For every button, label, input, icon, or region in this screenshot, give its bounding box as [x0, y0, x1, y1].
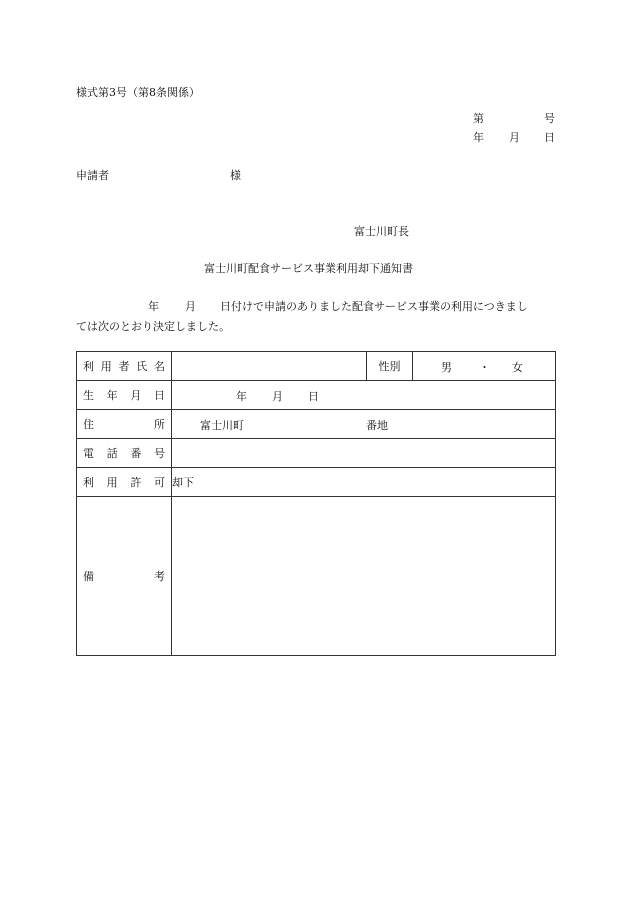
gender-female[interactable]: 女: [512, 361, 523, 374]
body-month: 月: [185, 300, 196, 313]
date-month: 月: [509, 131, 520, 144]
table-row-permit: [77, 468, 556, 497]
address-label: 住 所: [77, 410, 172, 439]
issuer: 富士川町長: [354, 225, 409, 238]
birthdate-field[interactable]: [172, 381, 556, 410]
gender-label: 性別: [367, 352, 413, 381]
table-row-user-name: [77, 352, 556, 381]
address-town: 富士川町: [200, 419, 244, 432]
permit-value: 却下: [172, 468, 556, 497]
birth-month: 月: [272, 390, 283, 403]
form-number: 様式第3号（第8条関係）: [76, 86, 200, 99]
doc-number-dai: 第: [473, 112, 484, 125]
phone-field[interactable]: [172, 439, 556, 468]
application-table: [76, 351, 556, 656]
user-name-field[interactable]: [172, 352, 367, 381]
applicant-label: 申請者: [76, 169, 109, 182]
remarks-label: 備 考: [77, 497, 172, 656]
address-field[interactable]: [172, 410, 556, 439]
body-year: 年: [148, 300, 159, 313]
phone-label: 電 話 番 号: [77, 439, 172, 468]
doc-number-go: 号: [544, 112, 555, 125]
remarks-field[interactable]: [172, 497, 556, 656]
body-line1: 日付けで申請のありました配食サービス事業の利用につきまし: [220, 300, 528, 313]
document-title: 富士川町配食サービス事業利用却下通知書: [204, 262, 413, 275]
date-year: 年: [473, 131, 484, 144]
birth-year: 年: [236, 390, 247, 403]
date-day: 日: [544, 131, 555, 144]
birth-day: 日: [308, 390, 319, 403]
applicant-sama: 様: [230, 169, 241, 182]
birthdate-label: 生 年 月 日: [77, 381, 172, 410]
address-banchi: 番地: [366, 419, 388, 432]
table-row-address: [77, 410, 556, 439]
table-row-birthdate: [77, 381, 556, 410]
user-name-label: 利 用 者 氏 名: [77, 352, 172, 381]
gender-separator: ・: [479, 361, 490, 374]
gender-male[interactable]: 男: [441, 361, 452, 374]
gender-field[interactable]: [413, 352, 556, 381]
permit-label: 利 用 許 可: [77, 468, 172, 497]
table-row-remarks: [77, 497, 556, 656]
body-line2: ては次のとおり決定しました。: [76, 320, 230, 333]
table-row-phone: [77, 439, 556, 468]
